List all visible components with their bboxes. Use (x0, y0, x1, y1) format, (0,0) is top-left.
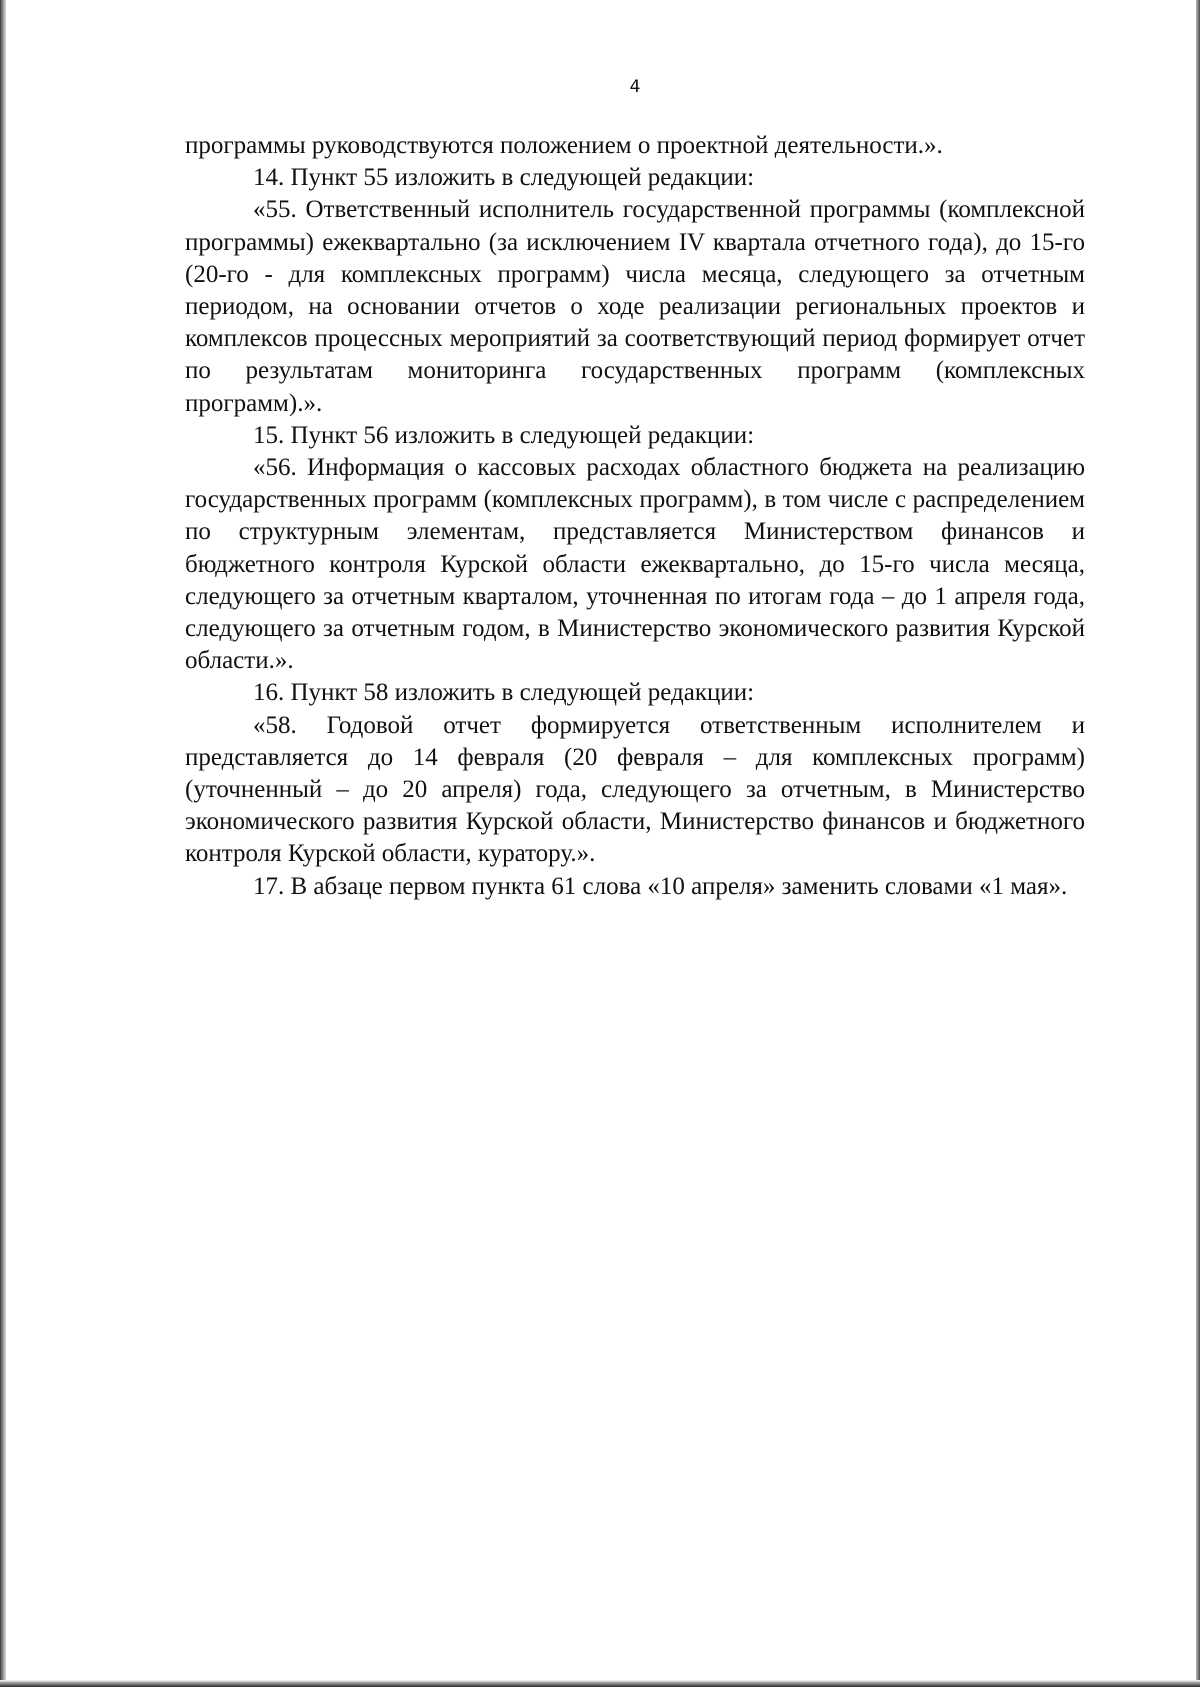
paragraph-item-14: 14. Пункт 55 изложить в следующей редакции: (253, 164, 755, 192)
paragraph-continuation: программы руководствуются положением о проектной деятельности.». (185, 132, 943, 159)
page-edge-left (0, 0, 6, 1687)
page-number: 4 (629, 77, 641, 97)
paragraph-clause-58: «58. Годовой отчет формируется ответственным исполнителем и представляется до 14 февраля (20 февраля – для комплексных программ) (уточненный – до 20 апреля) года, следующего за отчетным, в Министерство экономического развития Курской области, Министерство финансов и бюджетного контроля Курской области, куратору.». (185, 711, 1085, 868)
paragraph-clause-55: «55. Ответственный исполнитель государственной программы (комплексной программы) ежеквартально (за исключением IV квартала отчетного года), до 15-го (20-го - для комплексных программ) числа месяца, следующего за отчетным периодом, на основании отчетов о ходе реализации региональных проектов и комплексов процессных мероприятий за соответствующий период формирует отчет по результатам мониторинга государственных программ (комплексных программ).». (185, 196, 1085, 417)
document-body (185, 130, 1085, 903)
paragraph-item-16: 16. Пункт 58 изложить в следующей редакции: (253, 679, 755, 707)
paragraph-clause-56: «56. Информация о кассовых расходах областного бюджета на реализацию государственных программ (комплексных программ), в том числе с распределением по структурным элементам, представляется Министерством финансов и бюджетного контроля Курской области ежеквартально, до 15-го числа месяца, следующего за отчетным кварталом, уточненная по итогам года – до 1 апреля года, следующего за отчетным годом, в Министерство экономического развития Курской области.». (185, 454, 1085, 675)
page-edge-bottom (0, 1680, 1200, 1687)
paragraph-item-15: 15. Пункт 56 изложить в следующей редакции: (253, 421, 755, 449)
paragraph-item-17: 17. В абзаце первом пункта 61 слова «10 апреля» заменить словами «1 мая». (253, 872, 1068, 900)
page-edge-right (1196, 0, 1200, 1687)
